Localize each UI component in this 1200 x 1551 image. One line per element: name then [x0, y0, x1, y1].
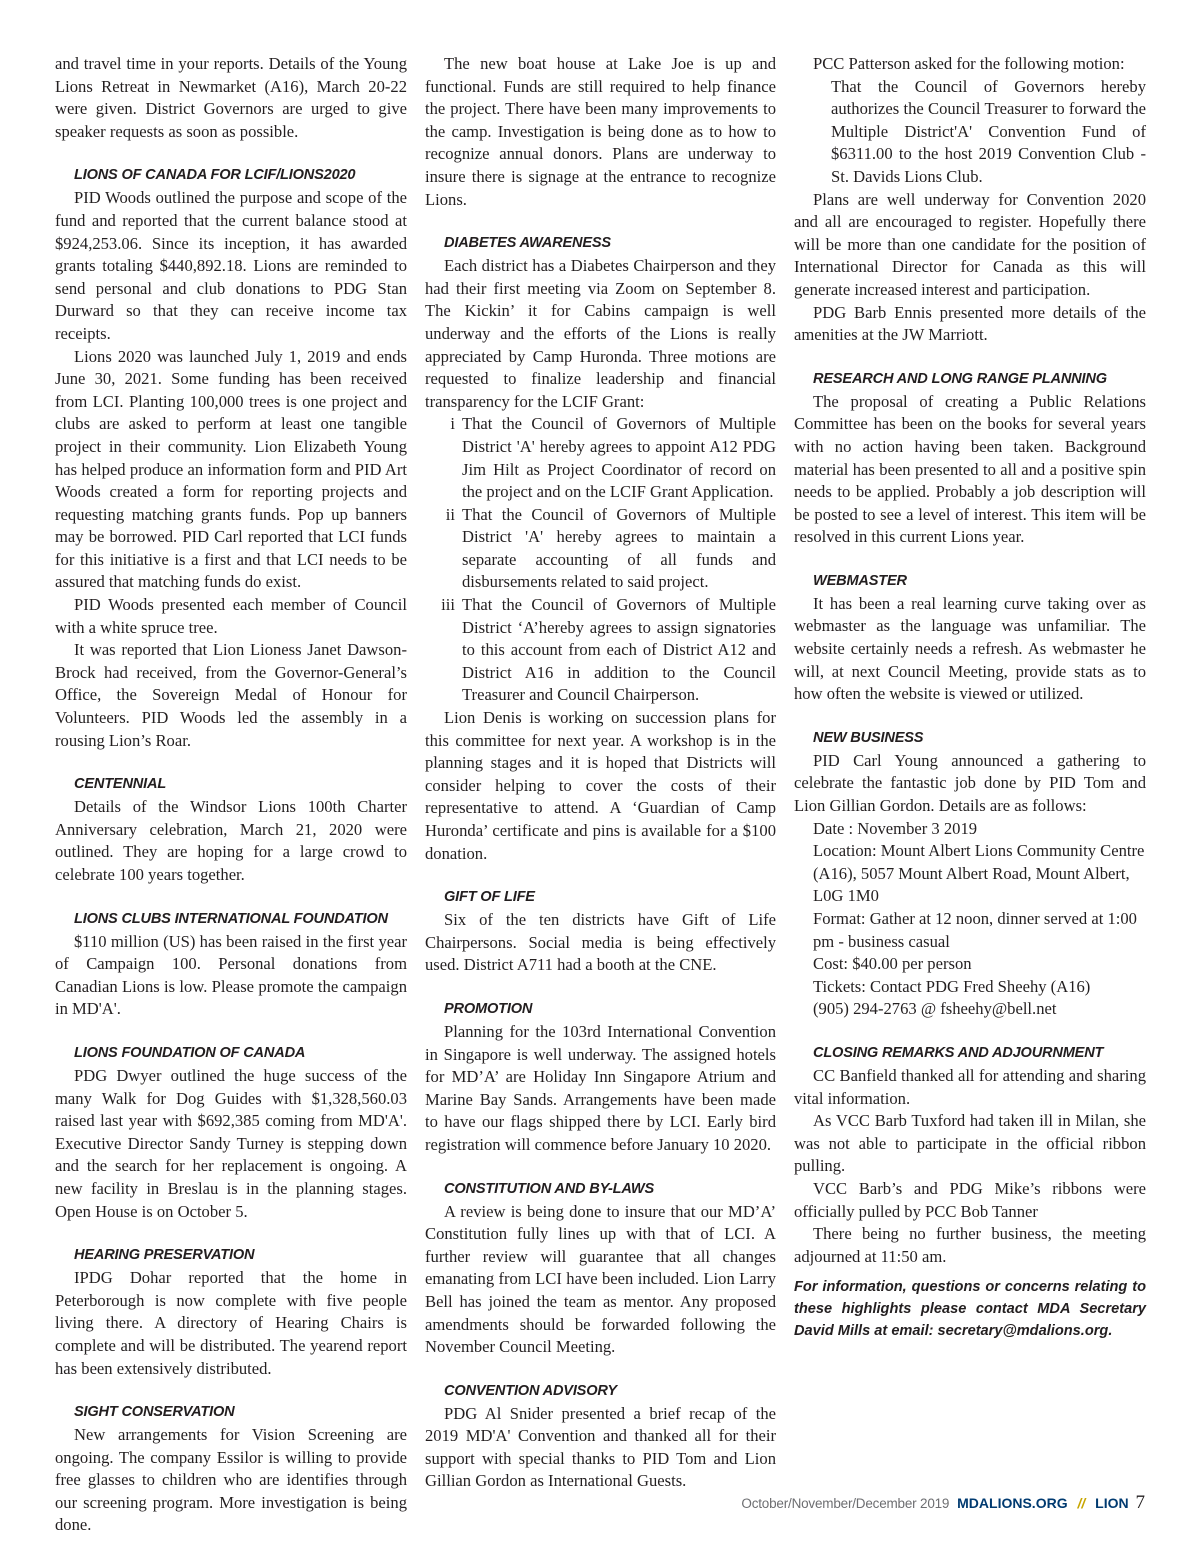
event-detail-line: Tickets: Contact PDG Fred Sheehy (A16)	[813, 976, 1091, 996]
paragraph: Details of the Windsor Lions 100th Charter Anniversary celebration, March 21, 2020 were outlined. They are hoping for a large crowd to celebrate 100 years together.	[55, 797, 407, 884]
paragraph: PDG Al Snider presented a brief recap of the 2019 MD'A' Convention and thanked all for their support with special thanks to PID Tom and Lion Gillian Gordon as International Guests.	[425, 1403, 776, 1491]
section-heading-lcif: LIONS OF CANADA FOR LCIF/LIONS2020	[74, 167, 356, 184]
footer-separator: //	[1077, 1495, 1086, 1511]
section-heading-webmaster: WEBMASTER	[813, 572, 907, 589]
paragraph: Each district has a Diabetes Chairperson and they had their first meeting via Zoom on September 8. The Kickin’ it for Cabins campaign is well underway and the efforts of the Lions is really appreciated by Camp Huronda. Three motions are requested to finalize leadership and financial transparency for the LCIF Grant:	[425, 256, 776, 411]
section-heading-promotion: PROMOTION	[444, 1000, 533, 1017]
motion-number: iii	[441, 595, 455, 615]
paragraph: CC Banfield thanked all for attending and sharing vital information.	[794, 1065, 1146, 1108]
section-heading-research: RESEARCH AND LONG RANGE PLANNING	[813, 370, 1107, 387]
event-detail-line: Location: Mount Albert Lions Community Centre (A16), 5057 Mount Albert Road, Mount Albert, L0G 1M0	[813, 841, 1145, 906]
paragraph: Lion Denis is working on succession plans for this committee for next year. A workshop is in the planning stages and it is hoped that Districts will consider helping to cover the costs of their representative to attend. A ‘Guardian of Camp Huronda’ certificate and pins is available for a $100 donation.	[425, 708, 776, 863]
page-number: 7	[1135, 1492, 1145, 1513]
motion-item	[425, 413, 776, 503]
section-heading-lci-foundation: LIONS CLUBS INTERNATIONAL FOUNDATION	[74, 910, 388, 927]
motion-text: That the Council of Governors of Multiple District 'A' hereby agrees to maintain a separate accounting of all funds and disbursements related to said project.	[462, 504, 776, 592]
motion-item	[425, 594, 776, 707]
page-footer	[741, 1492, 1145, 1514]
paragraph: A review is being done to insure that our MD’A’ Constitution fully lines up with that of LCI. A further review will guarantee that all changes emanating from LCI have been included. Lion Larry Bell has joined the team as mentor. Any proposed amendments should be forwarded following the November Council Meeting.	[425, 1201, 776, 1357]
column-2	[425, 53, 776, 1493]
paragraph: PDG Dwyer outlined the huge success of the many Walk for Dog Guides with $1,328,560.03 raised last year with $692,385 coming from MD'A'. Executive Director Sandy Turney is stepping down and the search for her replacement is ongoing. A new facility in Breslau is in the planning stages. Open House is on October 5.	[55, 1065, 407, 1221]
contact-note: For information, questions or concerns relating to these highlights please contact MDA Secretary David Mills at email: secretary@mdalions.org.	[794, 1279, 1146, 1340]
paragraph: New arrangements for Vision Screening are ongoing. The company Essilor is willing to provide free glasses to children who are identifies through our screening program. More investigation is being done.	[55, 1425, 407, 1535]
paragraph: Lions 2020 was launched July 1, 2019 and ends June 30, 2021. Some funding has been received from LCI. Planting 100,000 trees is one project and clubs are asked to perform at least one tangible project in their community. Lion Elizabeth Young has helped produce an information form and PID Art Woods created a form for reporting projects and requesting matching grants funds. Pop up banners may be borrowed. PID Carl reported that LCI funds for this initiative is a first and that LCI needs to be assured that matching funds do exist.	[55, 346, 407, 592]
paragraph: PID Carl Young announced a gathering to celebrate the fantastic job done by PID Tom and Lion Gillian Gordon. Details are as follows:	[794, 750, 1146, 816]
paragraph: As VCC Barb Tuxford had taken ill in Milan, she was not able to participate in the official ribbon pulling.	[794, 1111, 1146, 1176]
paragraph: There being no further business, the meeting adjourned at 11:50 am.	[794, 1224, 1146, 1266]
motion-text: That the Council of Governors of Multiple District 'A' hereby agrees to appoint A12 PDG Jim Hilt as Project Coordinator of record on the project and on the LCIF Grant Application.	[462, 414, 776, 502]
paragraph: IPDG Dohar reported that the home in Peterborough is now complete with five people living there. A directory of Hearing Chairs is complete and will be distributed. The yearend report has been extensively distributed.	[55, 1268, 407, 1378]
section-heading-diabetes: DIABETES AWARENESS	[444, 235, 611, 252]
paragraph: VCC Barb’s and PDG Mike’s ribbons were officially pulled by PCC Bob Tanner	[794, 1178, 1146, 1221]
section-heading-hearing: HEARING PRESERVATION	[74, 1247, 255, 1264]
motion-number: i	[450, 414, 455, 434]
paragraph: It was reported that Lion Lioness Janet Dawson-Brock had received, from the Governor-General’s Office, the Sovereign Medal of Honour for Volunteers. PID Woods led the assembly in a rousing Lion’s Roar.	[55, 640, 407, 750]
section-heading-closing: CLOSING REMARKS AND ADJOURNMENT	[813, 1044, 1104, 1061]
motion-list	[425, 413, 776, 707]
section-heading-constitution: CONSTITUTION AND BY-LAWS	[444, 1180, 655, 1197]
magazine-name: LION	[1095, 1495, 1129, 1511]
event-detail-line: (905) 294-2763 @ fsheehy@bell.net	[813, 999, 1057, 1019]
motion-text: That the Council of Governors of Multiple District ‘A’hereby agrees to assign signatories to this account from each of District A12 and District A16 in addition to the Council Treasurer and Council Chairperson.	[462, 595, 776, 705]
paragraph: $110 million (US) has been raised in the first year of Campaign 100. Personal donations from Canadian Lions is low. Please promote the campaign in MD'A'.	[55, 931, 407, 1019]
section-heading-sight: SIGHT CONSERVATION	[74, 1404, 235, 1421]
motion-item	[425, 504, 776, 594]
paragraph: Plans are well underway for Convention 2020 and all are encouraged to register. Hopefully there will be more than one candidate for the position of International Director for Canada as this will generate increased interest and participation.	[794, 189, 1146, 299]
website-link[interactable]: MDALIONS.ORG	[957, 1495, 1068, 1511]
section-heading-convention: CONVENTION ADVISORY	[444, 1382, 617, 1399]
section-heading-centennial: CENTENNIAL	[74, 776, 167, 793]
column-3	[794, 53, 1146, 1342]
paragraph: PID Woods outlined the purpose and scope of the fund and reported that the current balance stood at $924,253.06. Since its inception, it has awarded grants totaling $440,892.18. Lions are reminded to send personal and club donations to PDG Stan Durward so that they can receive income tax receipts.	[55, 188, 407, 343]
event-detail-line: Format: Gather at 12 noon, dinner served at 1:00 pm - business casual	[813, 909, 1137, 951]
paragraph: PDG Barb Ennis presented more details of the amenities at the JW Marriott.	[794, 302, 1146, 345]
motion-number: ii	[445, 504, 455, 524]
paragraph: PCC Patterson asked for the following motion:	[813, 54, 1125, 73]
paragraph: and travel time in your reports. Details of the Young Lions Retreat in Newmarket (A16), March 20-22 were given. District Governors are urged to give speaker requests as soon as possible.	[55, 54, 407, 141]
paragraph: PID Woods presented each member of Council with a white spruce tree.	[55, 595, 407, 637]
section-heading-new-business: NEW BUSINESS	[813, 729, 924, 746]
paragraph: It has been a real learning curve taking over as webmaster as the language was unfamiliar. The website certainly needs a refresh. As webmaster he will, at next Council Meeting, provide stats as to how often the website is viewed or utilized.	[794, 593, 1146, 704]
column-1	[55, 53, 407, 1537]
event-details	[794, 818, 1146, 1021]
paragraph: The proposal of creating a Public Relations Committee has been on the books for several years with no action having been taken. Background material has been presented to all and a positive spin needs to be applied. Probably a job description will be posted to see a level of interest. This item will be resolved in this current Lions year.	[794, 391, 1146, 547]
convention-motion: That the Council of Governors hereby authorizes the Council Treasurer to forward the Multiple District'A' Convention Fund of $6311.00 to the host 2019 Convention Club - St. Davids Lions Club.	[831, 76, 1146, 186]
paragraph: Planning for the 103rd International Convention in Singapore is well underway. The assigned hotels for MD’A’ are Holiday Inn Singapore Atrium and Marine Bay Sands. Arrangements have been made to have our flags shipped there by LCI. Early bird registration will commence before January 10 2020.	[425, 1021, 776, 1154]
event-detail-line: Date : November 3 2019	[813, 818, 978, 838]
section-heading-gift-of-life: GIFT OF LIFE	[444, 889, 535, 906]
event-detail-line: Cost: $40.00 per person	[813, 954, 972, 974]
issue-date: October/November/December 2019	[741, 1496, 950, 1511]
paragraph: The new boat house at Lake Joe is up and functional. Funds are still required to help finance the project. There have been many improvements to the camp. Investigation is being done as to how to recognize annual donors. Plans are underway to insure there is signage at the entrance to recognize Lions.	[425, 54, 776, 209]
paragraph: Six of the ten districts have Gift of Life Chairpersons. Social media is being effectively used. District A711 had a booth at the CNE.	[425, 910, 776, 975]
section-heading-lions-foundation-canada: LIONS FOUNDATION OF CANADA	[74, 1044, 306, 1061]
